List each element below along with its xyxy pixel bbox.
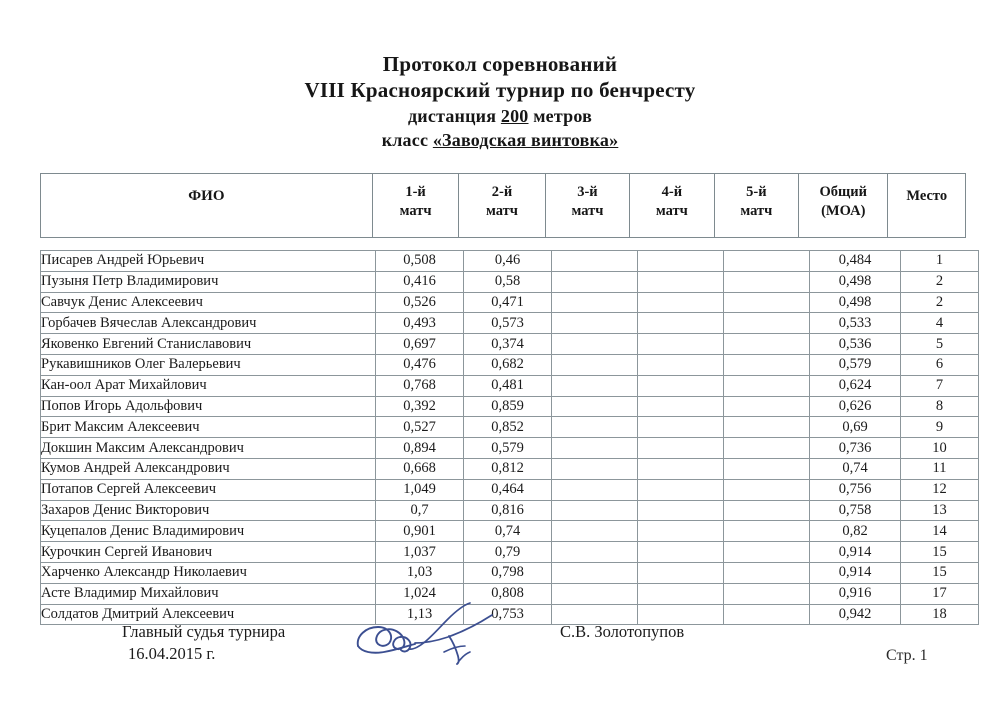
cell-match-1: 0,7 — [376, 500, 464, 521]
cell-name: Потапов Сергей Алексеевич — [41, 479, 376, 500]
handwritten-signature — [352, 602, 522, 682]
cell-match-5 — [724, 251, 810, 272]
table-row — [41, 500, 979, 521]
results-table — [40, 250, 979, 625]
cell-total: 0,533 — [810, 313, 901, 334]
table-row — [41, 292, 979, 313]
cell-place: 6 — [901, 354, 979, 375]
cell-match-1: 0,668 — [376, 458, 464, 479]
cell-match-4 — [638, 479, 724, 500]
table-row — [41, 396, 979, 417]
cell-total: 0,756 — [810, 479, 901, 500]
table-row — [41, 562, 979, 583]
table-row — [41, 271, 979, 292]
cell-match-2: 0,573 — [464, 313, 552, 334]
cell-match-2: 0,816 — [464, 500, 552, 521]
cell-match-2: 0,808 — [464, 583, 552, 604]
cell-place: 15 — [901, 562, 979, 583]
cell-match-2: 0,579 — [464, 438, 552, 459]
cell-match-1: 1,024 — [376, 583, 464, 604]
table-row — [41, 458, 979, 479]
cell-place: 5 — [901, 334, 979, 355]
page-title: Протокол соревнований — [382, 52, 618, 76]
cell-match-1: 0,697 — [376, 334, 464, 355]
cell-match-2: 0,46 — [464, 251, 552, 272]
distance-unit: метров — [528, 106, 592, 126]
column-header-match-4-line2: матч — [655, 203, 688, 219]
cell-total: 0,536 — [810, 334, 901, 355]
cell-match-2: 0,859 — [464, 396, 552, 417]
cell-match-2: 0,682 — [464, 354, 552, 375]
cell-match-5 — [724, 375, 810, 396]
table-row — [41, 313, 979, 334]
cell-match-1: 0,901 — [376, 521, 464, 542]
cell-place: 13 — [901, 500, 979, 521]
cell-place: 14 — [901, 521, 979, 542]
column-header-match-2 — [459, 174, 545, 237]
cell-place: 10 — [901, 438, 979, 459]
cell-place: 12 — [901, 479, 979, 500]
cell-match-1: 0,476 — [376, 354, 464, 375]
cell-match-4 — [638, 500, 724, 521]
cell-place: 1 — [901, 251, 979, 272]
cell-match-4 — [638, 521, 724, 542]
column-header-match-4-line1: 4-й — [661, 184, 683, 200]
table-row — [41, 251, 979, 272]
column-header-total-line2: (МОА) — [821, 203, 866, 219]
document-date: 16.04.2015 г. — [128, 644, 216, 663]
column-header-match-2-line1: 2-й — [491, 184, 513, 200]
cell-match-5 — [724, 479, 810, 500]
cell-match-3 — [552, 438, 638, 459]
cell-match-5 — [724, 292, 810, 313]
table-row — [41, 417, 979, 438]
cell-place: 18 — [901, 604, 979, 625]
cell-match-3 — [552, 521, 638, 542]
cell-match-2: 0,58 — [464, 271, 552, 292]
cell-match-3 — [552, 396, 638, 417]
cell-match-5 — [724, 583, 810, 604]
column-header-match-5-line2: матч — [740, 203, 773, 219]
cell-match-3 — [552, 583, 638, 604]
cell-match-1: 1,037 — [376, 542, 464, 563]
cell-match-5 — [724, 396, 810, 417]
cell-match-5 — [724, 500, 810, 521]
cell-name: Попов Игорь Адольфович — [41, 396, 376, 417]
cell-match-4 — [638, 583, 724, 604]
cell-place: 11 — [901, 458, 979, 479]
cell-match-3 — [552, 334, 638, 355]
column-header-match-3-line1: 3-й — [577, 184, 598, 200]
cell-match-2: 0,471 — [464, 292, 552, 313]
table-row — [41, 583, 979, 604]
cell-match-5 — [724, 438, 810, 459]
cell-name: Куцепалов Денис Владимирович — [41, 521, 376, 542]
cell-name: Харченко Александр Николаевич — [41, 562, 376, 583]
class-value: «Заводская винтовка» — [432, 130, 619, 150]
column-header-match-1 — [373, 174, 459, 237]
cell-total: 0,914 — [810, 562, 901, 583]
table-row — [41, 354, 979, 375]
distance-line — [0, 104, 1000, 128]
cell-match-5 — [724, 334, 810, 355]
cell-place: 2 — [901, 271, 979, 292]
tournament-name: VIII Красноярский турнир по бенчресту — [304, 78, 696, 102]
column-header-total — [799, 174, 888, 237]
column-header-match-2-line2: матч — [486, 203, 518, 219]
column-header-name: ФИО — [41, 174, 373, 237]
cell-total: 0,498 — [810, 292, 901, 313]
cell-total: 0,624 — [810, 375, 901, 396]
cell-match-3 — [552, 542, 638, 563]
column-header-match-5 — [715, 174, 799, 237]
cell-match-5 — [724, 562, 810, 583]
cell-total: 0,626 — [810, 396, 901, 417]
cell-match-3 — [552, 562, 638, 583]
cell-name: Писарев Андрей Юрьевич — [41, 251, 376, 272]
column-header-place: Место — [906, 188, 948, 204]
cell-total: 0,942 — [810, 604, 901, 625]
table-row — [41, 334, 979, 355]
cell-name: Яковенко Евгений Станиславович — [41, 334, 376, 355]
cell-total: 0,69 — [810, 417, 901, 438]
cell-place: 9 — [901, 417, 979, 438]
cell-match-5 — [724, 521, 810, 542]
cell-match-3 — [552, 313, 638, 334]
column-header-match-1-line2: матч — [399, 203, 432, 219]
cell-name: Рукавишников Олег Валерьевич — [41, 354, 376, 375]
document-title-block — [0, 52, 1000, 152]
cell-match-4 — [638, 354, 724, 375]
cell-match-1: 0,392 — [376, 396, 464, 417]
cell-total: 0,498 — [810, 271, 901, 292]
cell-match-1: 1,13 — [376, 604, 464, 625]
cell-match-1: 0,493 — [376, 313, 464, 334]
cell-match-4 — [638, 562, 724, 583]
cell-total: 0,82 — [810, 521, 901, 542]
cell-match-3 — [552, 354, 638, 375]
cell-match-2: 0,812 — [464, 458, 552, 479]
cell-match-4 — [638, 292, 724, 313]
cell-place: 4 — [901, 313, 979, 334]
cell-match-5 — [724, 458, 810, 479]
table-row — [41, 438, 979, 459]
cell-match-1: 0,894 — [376, 438, 464, 459]
cell-match-1: 0,416 — [376, 271, 464, 292]
cell-match-3 — [552, 417, 638, 438]
cell-match-1: 0,527 — [376, 417, 464, 438]
judge-role-label: Главный судья турнира — [122, 622, 286, 641]
cell-name: Асте Владимир Михайлович — [41, 583, 376, 604]
cell-match-4 — [638, 334, 724, 355]
cell-total: 0,736 — [810, 438, 901, 459]
cell-match-4 — [638, 396, 724, 417]
cell-name: Захаров Денис Викторович — [41, 500, 376, 521]
cell-place: 2 — [901, 292, 979, 313]
cell-total: 0,916 — [810, 583, 901, 604]
cell-name: Солдатов Дмитрий Алексеевич — [41, 604, 376, 625]
cell-match-4 — [638, 251, 724, 272]
cell-match-1: 1,049 — [376, 479, 464, 500]
cell-match-3 — [552, 458, 638, 479]
cell-match-4 — [638, 271, 724, 292]
cell-name: Курочкин Сергей Иванович — [41, 542, 376, 563]
cell-place: 17 — [901, 583, 979, 604]
document-footer — [0, 612, 1000, 707]
cell-total: 0,579 — [810, 354, 901, 375]
cell-place: 8 — [901, 396, 979, 417]
cell-match-4 — [638, 458, 724, 479]
cell-match-3 — [552, 479, 638, 500]
column-header-match-4 — [630, 174, 714, 237]
cell-match-2: 0,464 — [464, 479, 552, 500]
cell-match-3 — [552, 271, 638, 292]
column-header-match-3-line2: матч — [571, 203, 604, 219]
cell-match-2: 0,481 — [464, 375, 552, 396]
cell-total: 0,914 — [810, 542, 901, 563]
cell-match-2: 0,753 — [464, 604, 552, 625]
table-row — [41, 479, 979, 500]
distance-label: дистанция — [408, 106, 501, 126]
table-header — [40, 173, 966, 238]
cell-match-2: 0,852 — [464, 417, 552, 438]
cell-total: 0,484 — [810, 251, 901, 272]
cell-total: 0,758 — [810, 500, 901, 521]
table-row — [41, 521, 979, 542]
cell-match-4 — [638, 313, 724, 334]
distance-value: 200 — [500, 106, 529, 126]
cell-name: Докшин Максим Александрович — [41, 438, 376, 459]
cell-match-1: 0,526 — [376, 292, 464, 313]
cell-match-5 — [724, 271, 810, 292]
cell-name: Пузыня Петр Владимирович — [41, 271, 376, 292]
cell-match-1: 0,508 — [376, 251, 464, 272]
cell-match-4 — [638, 542, 724, 563]
cell-match-4 — [638, 438, 724, 459]
cell-match-3 — [552, 375, 638, 396]
cell-match-4 — [638, 417, 724, 438]
cell-match-3 — [552, 292, 638, 313]
cell-match-1: 0,768 — [376, 375, 464, 396]
cell-match-3 — [552, 500, 638, 521]
page-number: Стр. 1 — [886, 647, 928, 664]
cell-match-4 — [638, 375, 724, 396]
cell-match-3 — [552, 251, 638, 272]
column-header-match-1-line1: 1-й — [405, 184, 426, 200]
cell-place: 15 — [901, 542, 979, 563]
column-header-match-3 — [546, 174, 630, 237]
class-line — [0, 128, 1000, 152]
cell-name: Кан-оол Арат Михайлович — [41, 375, 376, 396]
cell-place: 7 — [901, 375, 979, 396]
cell-name: Горбачев Вячеслав Александрович — [41, 313, 376, 334]
cell-match-5 — [724, 313, 810, 334]
cell-match-2: 0,74 — [464, 521, 552, 542]
table-row — [41, 542, 979, 563]
cell-match-5 — [724, 417, 810, 438]
judge-name: С.В. Золотопупов — [560, 622, 685, 641]
cell-match-5 — [724, 354, 810, 375]
cell-match-5 — [724, 542, 810, 563]
class-label: класс — [381, 130, 433, 150]
column-header-total-line1: Общий — [819, 184, 868, 200]
table-row — [41, 375, 979, 396]
results-table-body — [41, 251, 979, 625]
cell-match-1: 1,03 — [376, 562, 464, 583]
column-header-match-5-line1: 5-й — [746, 184, 767, 200]
cell-match-2: 0,374 — [464, 334, 552, 355]
cell-name: Савчук Денис Алексеевич — [41, 292, 376, 313]
cell-name: Кумов Андрей Александрович — [41, 458, 376, 479]
cell-match-2: 0,798 — [464, 562, 552, 583]
cell-match-2: 0,79 — [464, 542, 552, 563]
cell-name: Брит Максим Алексеевич — [41, 417, 376, 438]
cell-total: 0,74 — [810, 458, 901, 479]
